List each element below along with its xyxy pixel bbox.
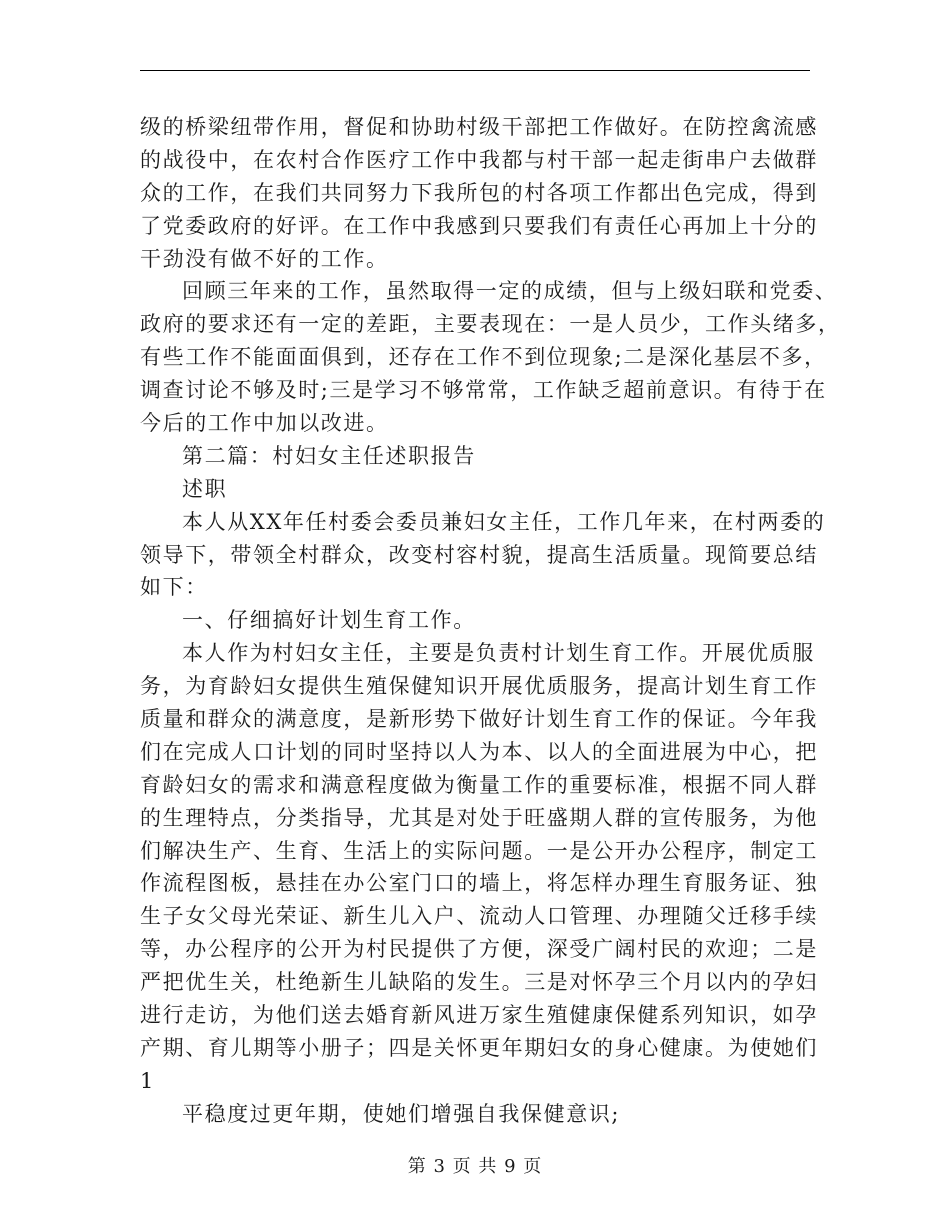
text-line: 平稳度过更年期，使她们增强自我保健意识; (182, 1101, 621, 1126)
text-line: 政府的要求还有一定的差距，主要表现在：一是人员少，工作头绪多， (140, 312, 841, 337)
text-line: 的战役中，在农村合作医疗工作中我都与村干部一起走街串户去做群 (140, 147, 818, 172)
page-footer: 第 3 页 共 9 页 (407, 1156, 543, 1177)
header-rule (140, 70, 810, 71)
text-line: 等，办公程序的公开为村民提供了方便，深受广阔村民的欢迎；二是 (140, 937, 818, 962)
text-line: 本人作为村妇女主任，主要是负责村计划生育工作。开展优质服 (182, 641, 815, 666)
text-line: 作流程图板，悬挂在办公室门口的墙上，将怎样办理生育服务证、独 (140, 871, 818, 896)
text-line: 育龄妇女的需求和满意程度做为衡量工作的重要标准，根据不同人群 (140, 772, 818, 797)
text-line: 述职 (182, 476, 228, 501)
text-line: 今后的工作中加以改进。 (140, 411, 389, 436)
text-line: 回顾三年来的工作，虽然取得一定的成绩，但与上级妇联和党委、 (182, 279, 838, 304)
text-line: 生子女父母光荣证、新生儿入户、流动人口管理、办理随父迁移手续 (140, 904, 818, 929)
text-line: 领导下，带领全村群众，改变村容村貌，提高生活质量。现简要总结 (140, 542, 818, 567)
text-line: 们解决生产、生育、生活上的实际问题。一是公开办公程序，制定工 (140, 838, 818, 863)
text-line: 调查讨论不够及时;三是学习不够常常，工作缺乏超前意识。有待于在 (140, 378, 827, 403)
text-line: 如下： (140, 575, 208, 600)
text-line: 的生理特点，分类指导，尤其是对处于旺盛期人群的宣传服务，为他 (140, 805, 818, 830)
text-line: 众的工作，在我们共同努力下我所包的村各项工作都出色完成，得到 (140, 180, 818, 205)
text-line: 干劲没有做不好的工作。 (140, 246, 389, 271)
text-line: 一、仔细搞好计划生育工作。 (182, 608, 476, 633)
document-body (140, 111, 841, 1131)
text-line: 务，为育龄妇女提供生殖保健知识开展优质服务，提高计划生育工作 (140, 674, 818, 699)
text-line: 进行走访，为他们送去婚育新风进万家生殖健康保健系列知识，如孕 (140, 1003, 818, 1028)
text-line: 有些工作不能面面俱到，还存在工作不到位现象;二是深化基层不多， (140, 345, 827, 370)
text-line: 第二篇：村妇女主任述职报告 (182, 443, 476, 468)
text-line: 质量和群众的满意度，是新形势下做好计划生育工作的保证。今年我 (140, 707, 818, 732)
text-line: 们在完成人口计划的同时坚持以人为本、以人的全面进展为中心，把 (140, 739, 818, 764)
text-line: 1 (140, 1068, 155, 1093)
text-line: 了党委政府的好评。在工作中我感到只要我们有责任心再加上十分的 (140, 213, 818, 238)
text-line: 产期、育儿期等小册子；四是关怀更年期妇女的身心健康。为使她们 (140, 1035, 818, 1060)
text-line: 级的桥梁纽带作用，督促和协助村级干部把工作做好。在防控禽流感 (140, 115, 818, 139)
text-line: 严把优生关，杜绝新生儿缺陷的发生。三是对怀孕三个月以内的孕妇 (140, 970, 818, 995)
text-line: 本人从XX年任村委会委员兼妇女主任，工作几年来，在村两委的 (182, 509, 826, 534)
